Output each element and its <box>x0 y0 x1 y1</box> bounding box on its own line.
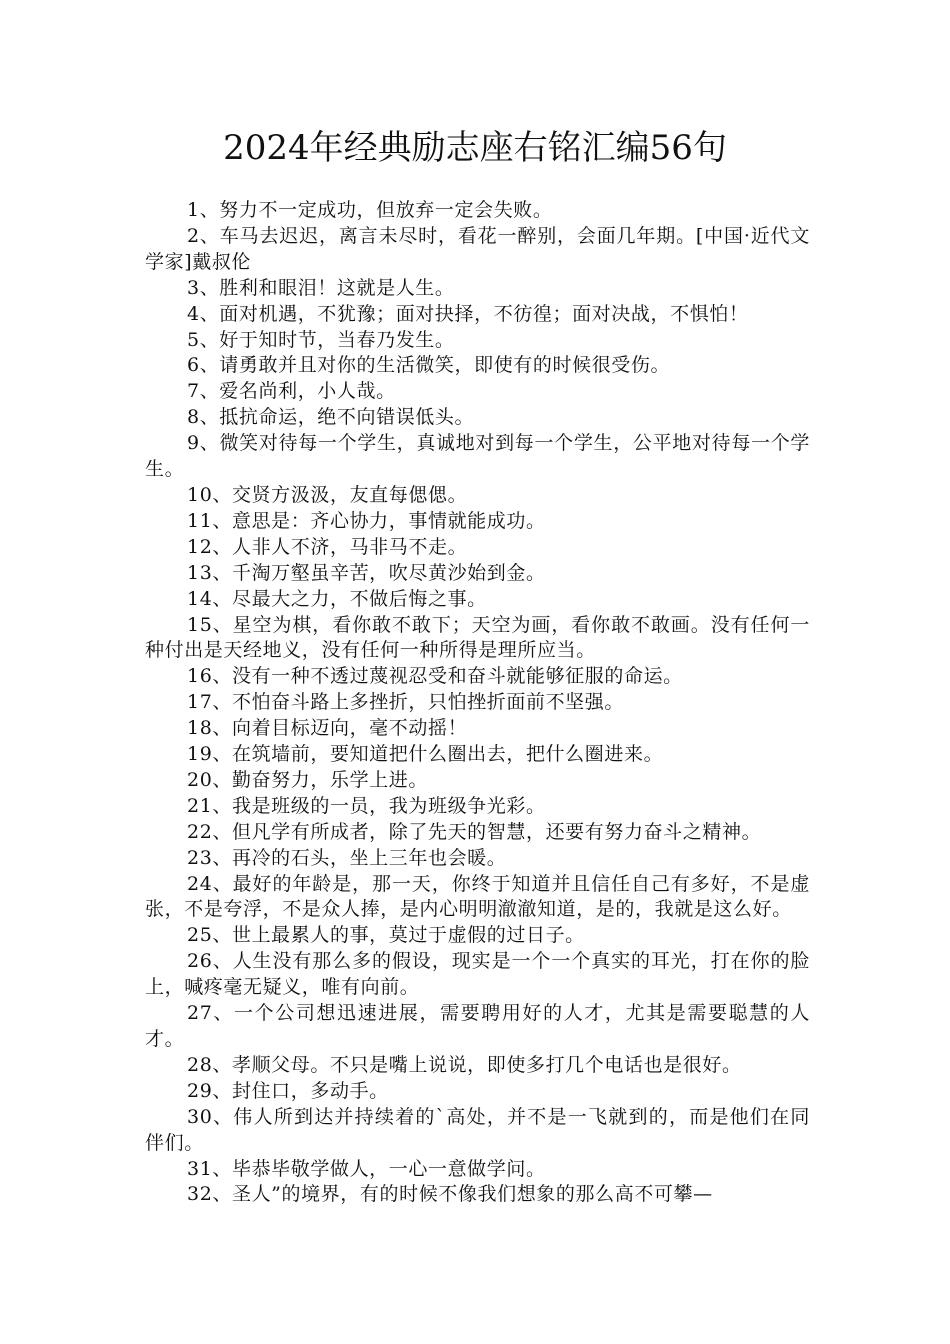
quote-item: 23、再冷的石头，坐上三年也会暖。 <box>187 846 507 869</box>
quote-item: 22、但凡学有所成者，除了先天的智慧，还要有努力奋斗之精神。 <box>187 820 762 843</box>
quote-item: 18、向着目标迈向，毫不动摇！ <box>187 717 468 740</box>
quote-item: 27、一个公司想迅速进展，需要聘用好的人才，尤其是需要聪慧的人才。 <box>145 1002 810 1050</box>
quote-item: 9、微笑对待每一个学生，真诚地对到每一个学生，公平地对待每一个学生。 <box>145 432 810 481</box>
quote-item: 5、好于知时节，当春乃发生。 <box>187 328 455 351</box>
quote-item: 10、交贤方汲汲，友直每偲偲。 <box>187 483 468 506</box>
quote-item: 6、请勇敢并且对你的生活微笑，即使有的时候很受伤。 <box>187 354 671 377</box>
quote-item: 32、圣人”的境界，有的时候不像我们想象的那么高不可攀— <box>187 1183 713 1206</box>
quote-item: 11、意思是：齐心协力，事情就能成功。 <box>187 509 546 532</box>
quote-item: 2、车马去迟迟，离言未尽时，看花一醉别，会面几年期。[中国·近代文学家]戴叔伦 <box>145 224 810 273</box>
quote-item: 24、最好的年龄是，那一天，你终于知道并且信任自己有多好，不是虚张，不是夸浮，不是众人捧，是内心明明澈澈知道，是的，我就是这么好。 <box>145 872 810 921</box>
quote-item: 14、尽最大之力，不做后悔之事。 <box>187 587 487 610</box>
quote-item: 20、勤奋努力，乐学上进。 <box>187 768 428 791</box>
quote-list <box>145 198 810 1208</box>
quote-item: 7、爱名尚利，小人哉。 <box>187 380 396 403</box>
quote-item: 29、封住口，多动手。 <box>187 1079 389 1102</box>
quote-item: 30、伟人所到达并持续着的`高处，并不是一飞就到的，而是他们在同伴们。 <box>145 1105 810 1154</box>
quote-item: 15、星空为棋，看你敢不敢下；天空为画，看你敢不敢画。没有任何一种付出是天经地义，没有任何一种所得是理所应当。 <box>145 613 810 662</box>
quote-item: 26、人生没有那么多的假设，现实是一个一个真实的耳光，打在你的脸上，喊疼毫无疑义，唯有向前。 <box>145 950 810 999</box>
quote-item: 21、我是班级的一员，我为班级争光彩。 <box>187 794 546 817</box>
quote-item: 31、毕恭毕敬学做人，一心一意做学问。 <box>187 1157 546 1180</box>
quote-item: 1、努力不一定成功，但放弃一定会失败。 <box>187 199 553 221</box>
quote-item: 12、人非人不济，马非马不走。 <box>187 535 468 558</box>
quote-item: 4、面对机遇，不犹豫；面对抉择，不彷徨；面对决战，不惧怕！ <box>187 302 749 325</box>
quote-item: 8、抵抗命运，绝不向错误低头。 <box>187 406 475 429</box>
quote-item: 25、世上最累人的事，莫过于虚假的过日子。 <box>187 924 585 947</box>
quote-item: 17、不怕奋斗路上多挫折，只怕挫折面前不坚强。 <box>187 691 624 714</box>
quote-item: 19、在筑墙前，要知道把什么圈出去，把什么圈进来。 <box>187 743 664 766</box>
quote-item: 13、千淘万壑虽辛苦，吹尽黄沙始到金。 <box>187 561 546 584</box>
quote-item: 3、胜利和眼泪！这就是人生。 <box>187 276 455 299</box>
quote-item: 28、孝顺父母。不只是嘴上说说，即使多打几个电话也是很好。 <box>187 1053 742 1076</box>
document-title: 2024年经典励志座右铭汇编56句 <box>223 128 727 168</box>
quote-item: 16、没有一种不透过蔑视忍受和奋斗就能够征服的命运。 <box>187 665 683 688</box>
